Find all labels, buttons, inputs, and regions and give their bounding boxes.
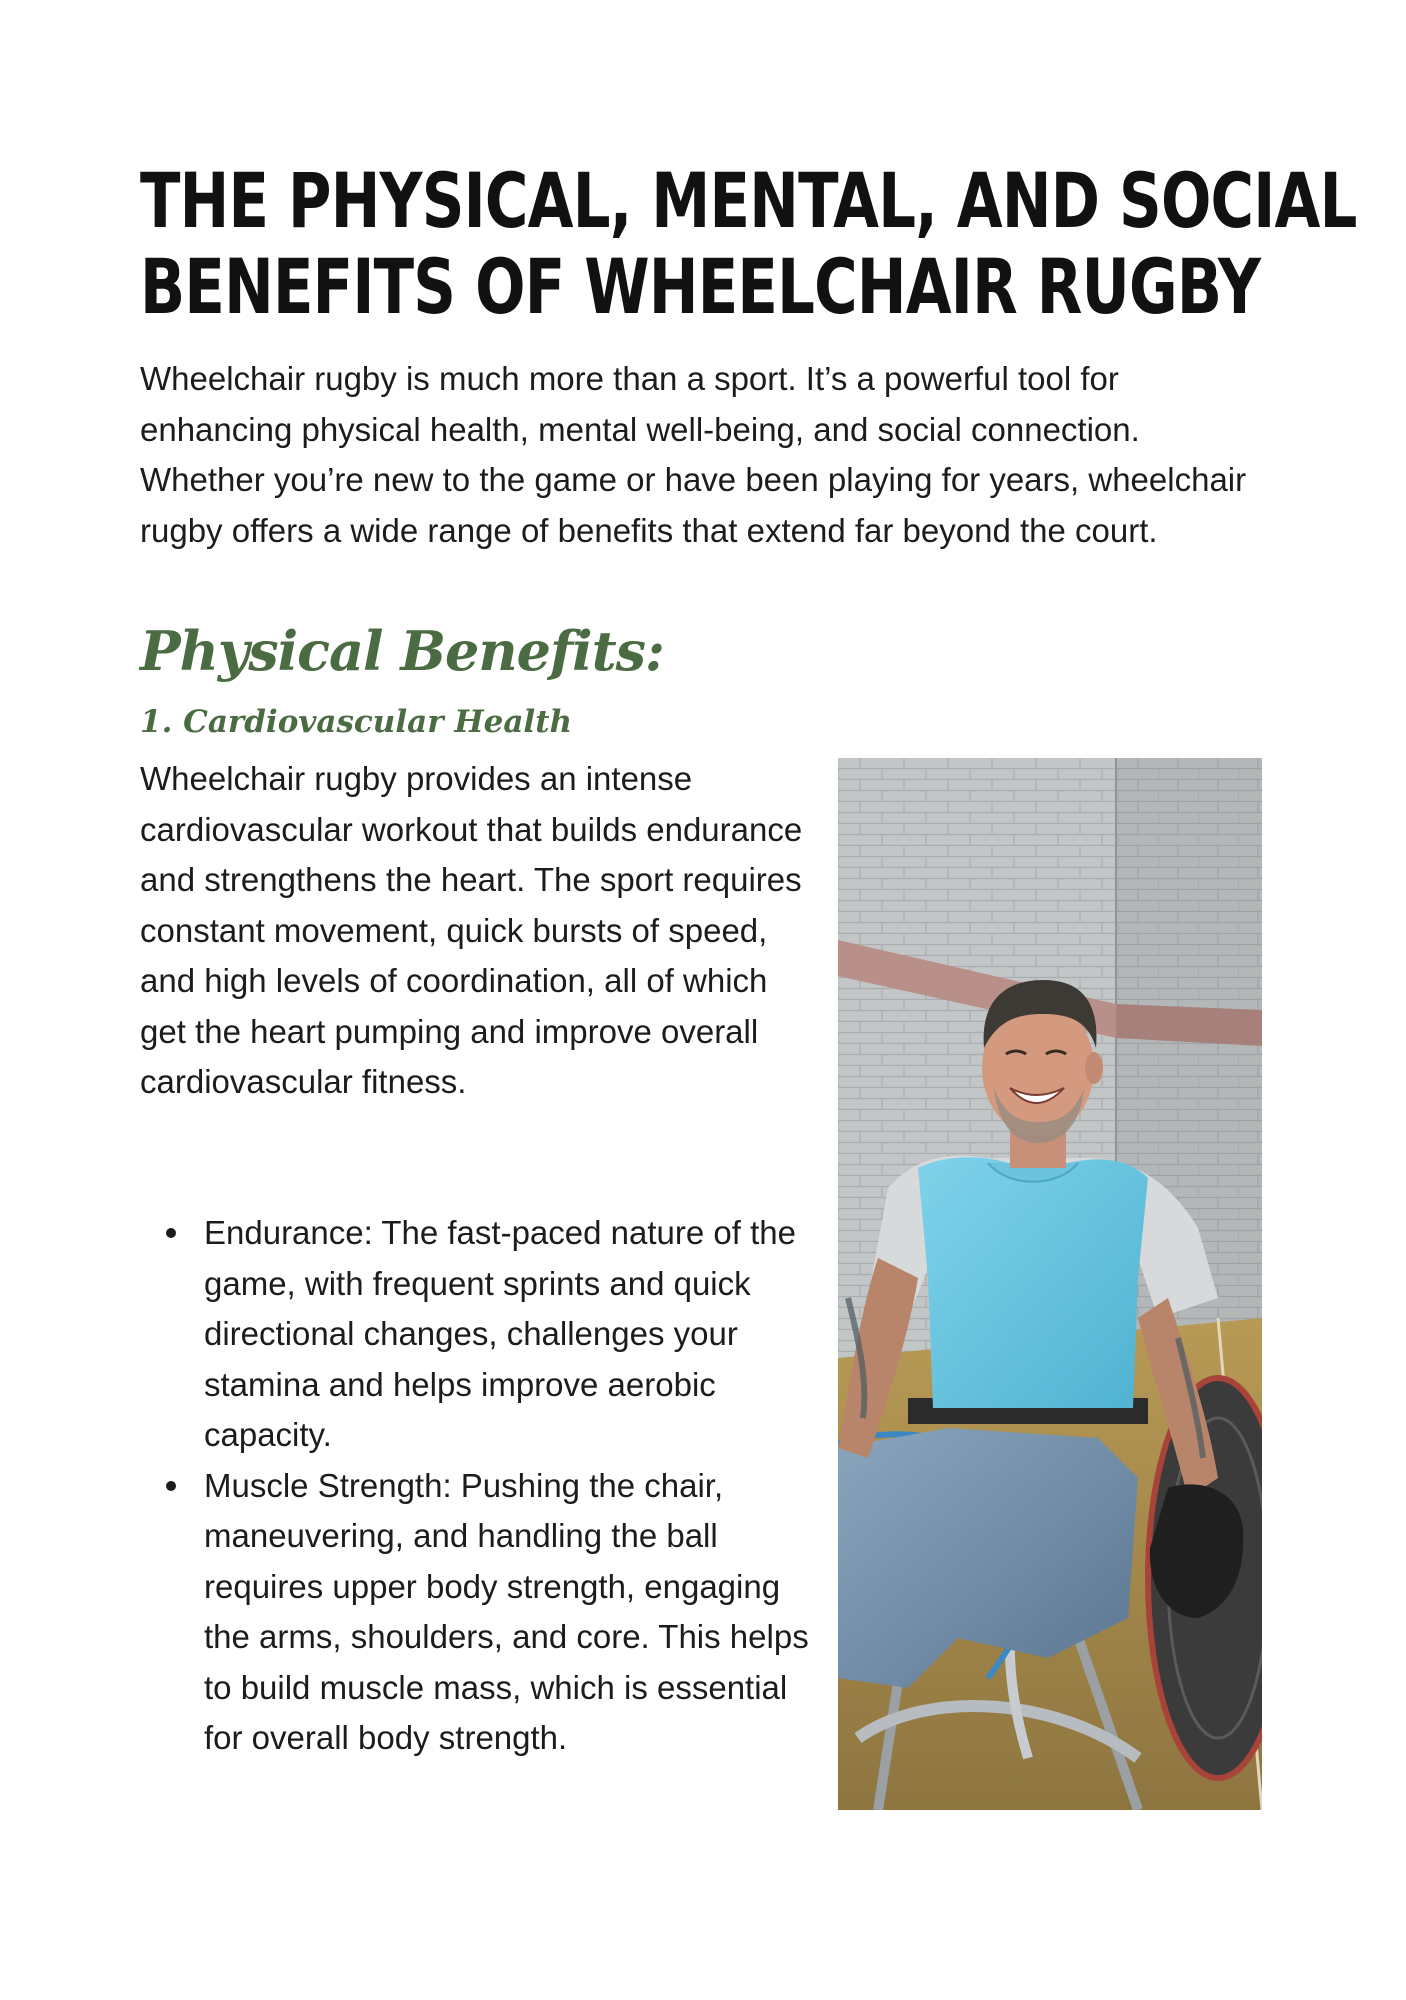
title-line-2: BENEFITS OF WHEELCHAIR RUGBY — [140, 242, 1261, 331]
benefits-list — [140, 1208, 820, 1764]
sub-heading-cardiovascular: 1. Cardiovascular Health — [140, 704, 573, 740]
list-item-text: Endurance: The fast-paced nature of the game, with frequent sprints and quick directional changes, challenges your stamina and helps improve aerobic capacity. — [204, 1214, 796, 1453]
list-item-text: Muscle Strength: Pushing the chair, maneuvering, and handling the ball requires upper body strength, engaging the arms, shoulders, and core. This helps to build muscle mass, which is essential for overall body strength. — [204, 1466, 809, 1756]
title-line-1: THE PHYSICAL, MENTAL, AND SOCIAL — [140, 156, 1357, 245]
player-photo — [838, 758, 1262, 1810]
section-heading: Physical Benefits: — [140, 619, 664, 683]
bullet-dot-icon — [166, 1228, 176, 1238]
bullet-dot-icon — [166, 1481, 176, 1491]
page-title — [140, 156, 1357, 331]
list-item-muscle-strength — [140, 1461, 820, 1764]
cardiovascular-paragraph: Wheelchair rugby provides an intense cardiovascular workout that builds endurance and strengthens the heart. The sport requires constant movement, quick bursts of speed, and high levels of coordination, all of which get the heart pumping and improve overall cardiovascular fitness. — [140, 760, 803, 1100]
intro-paragraph: Wheelchair rugby is much more than a sport. It’s a powerful tool for enhancing physical health, mental well-being, and social connection. Whether you’re new to the game or have been playing for years, wheelchair rugby offers a wide range of benefits that extend far beyond the court. — [140, 360, 1247, 549]
list-item-endurance — [140, 1208, 820, 1461]
